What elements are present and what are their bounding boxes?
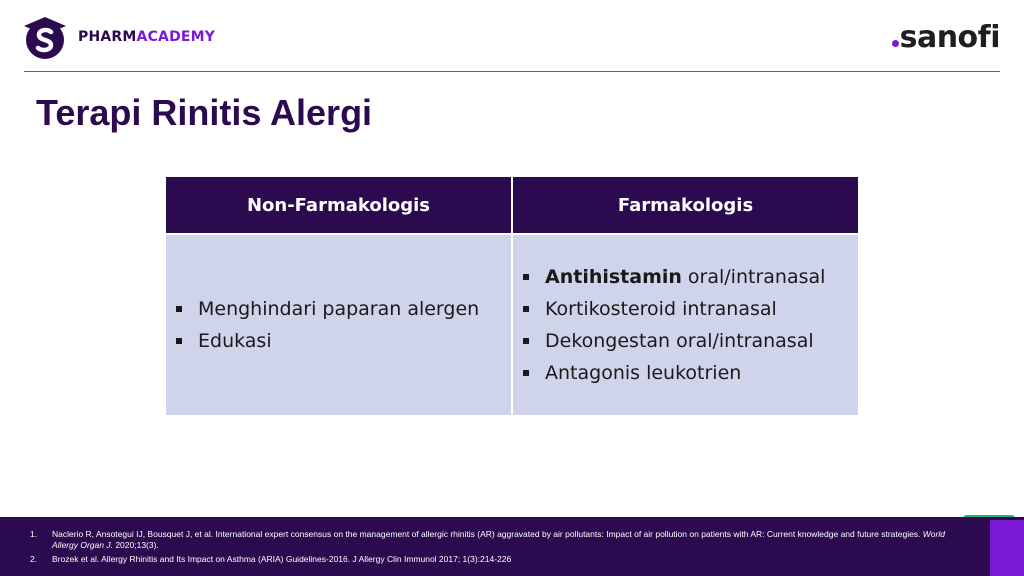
- brand-text: sanofi: [899, 20, 1000, 55]
- list-item: [176, 325, 479, 357]
- bullet-icon: [523, 306, 529, 312]
- list-item-text: Kortikosteroid intranasal: [545, 298, 777, 320]
- references: [30, 529, 950, 568]
- therapy-table: [166, 177, 858, 415]
- brand-dot-icon: [892, 40, 899, 47]
- list-item: [176, 293, 479, 325]
- table-header-non-pharmacologic: Non-Farmakologis: [166, 177, 511, 233]
- reference-text: [52, 529, 950, 551]
- bullet-icon: [523, 274, 529, 280]
- reference-journal: World Allergy Organ J.: [52, 529, 945, 550]
- bullet-icon: [523, 370, 529, 376]
- logo-text-academy: ACADEMY: [136, 29, 216, 45]
- bullet-icon: [523, 338, 529, 344]
- reference-item: [30, 529, 950, 551]
- header-divider: [24, 71, 1000, 72]
- sanofi-logo: [892, 20, 1000, 55]
- list-item: [523, 293, 825, 325]
- table-cell-non-pharmacologic: [166, 235, 511, 415]
- graduation-cap-s-icon: [22, 14, 68, 60]
- reference-number: 1.: [30, 529, 38, 539]
- footer: [0, 517, 1024, 576]
- list-item-text: Dekongestan oral/intranasal: [545, 330, 814, 352]
- list-item-text: Edukasi: [198, 330, 272, 352]
- list-item: [523, 325, 825, 357]
- list-item: [523, 357, 825, 389]
- pharmacologic-list: [523, 261, 825, 389]
- list-item-text: oral/intranasal: [687, 266, 826, 288]
- table-header-pharmacologic: Farmakologis: [513, 177, 858, 233]
- pharmacademy-logo: [22, 14, 215, 60]
- list-item-text: Antagonis leukotrien: [545, 362, 742, 384]
- reference-body: Naclerio R, Ansotegui IJ, Bousquet J, et al. International expert consensus on the management of allergic rhinitis (AR) aggravated by air pollutants: Impact of air pollution on patients with AR: Current knowledge and future strategies.: [52, 529, 923, 539]
- reference-body: Brozek et al. Allergy Rhinitis and Its Impact on Asthma (ARIA) Guidelines-2016. J Allergy Clin Immunol 2017; 1(3):214-226: [52, 554, 512, 564]
- reference-tail: 2020;13(3).: [112, 540, 159, 550]
- table-cell-pharmacologic: [513, 235, 858, 415]
- reference-number: 2.: [30, 554, 38, 564]
- non-pharmacologic-list: [176, 293, 479, 357]
- list-item: [523, 261, 825, 293]
- slide-title: Terapi Rinitis Alergi: [36, 92, 373, 133]
- reference-item: [30, 554, 950, 565]
- logo-text-pharm: PHARM: [78, 29, 137, 45]
- bullet-icon: [176, 306, 182, 312]
- bullet-icon: [176, 338, 182, 344]
- list-item-bold: Antihistamin: [545, 266, 682, 288]
- footer-purple-accent: [990, 520, 1024, 576]
- list-item-text: Menghindari paparan alergen: [198, 298, 480, 320]
- logo-text: [78, 29, 215, 45]
